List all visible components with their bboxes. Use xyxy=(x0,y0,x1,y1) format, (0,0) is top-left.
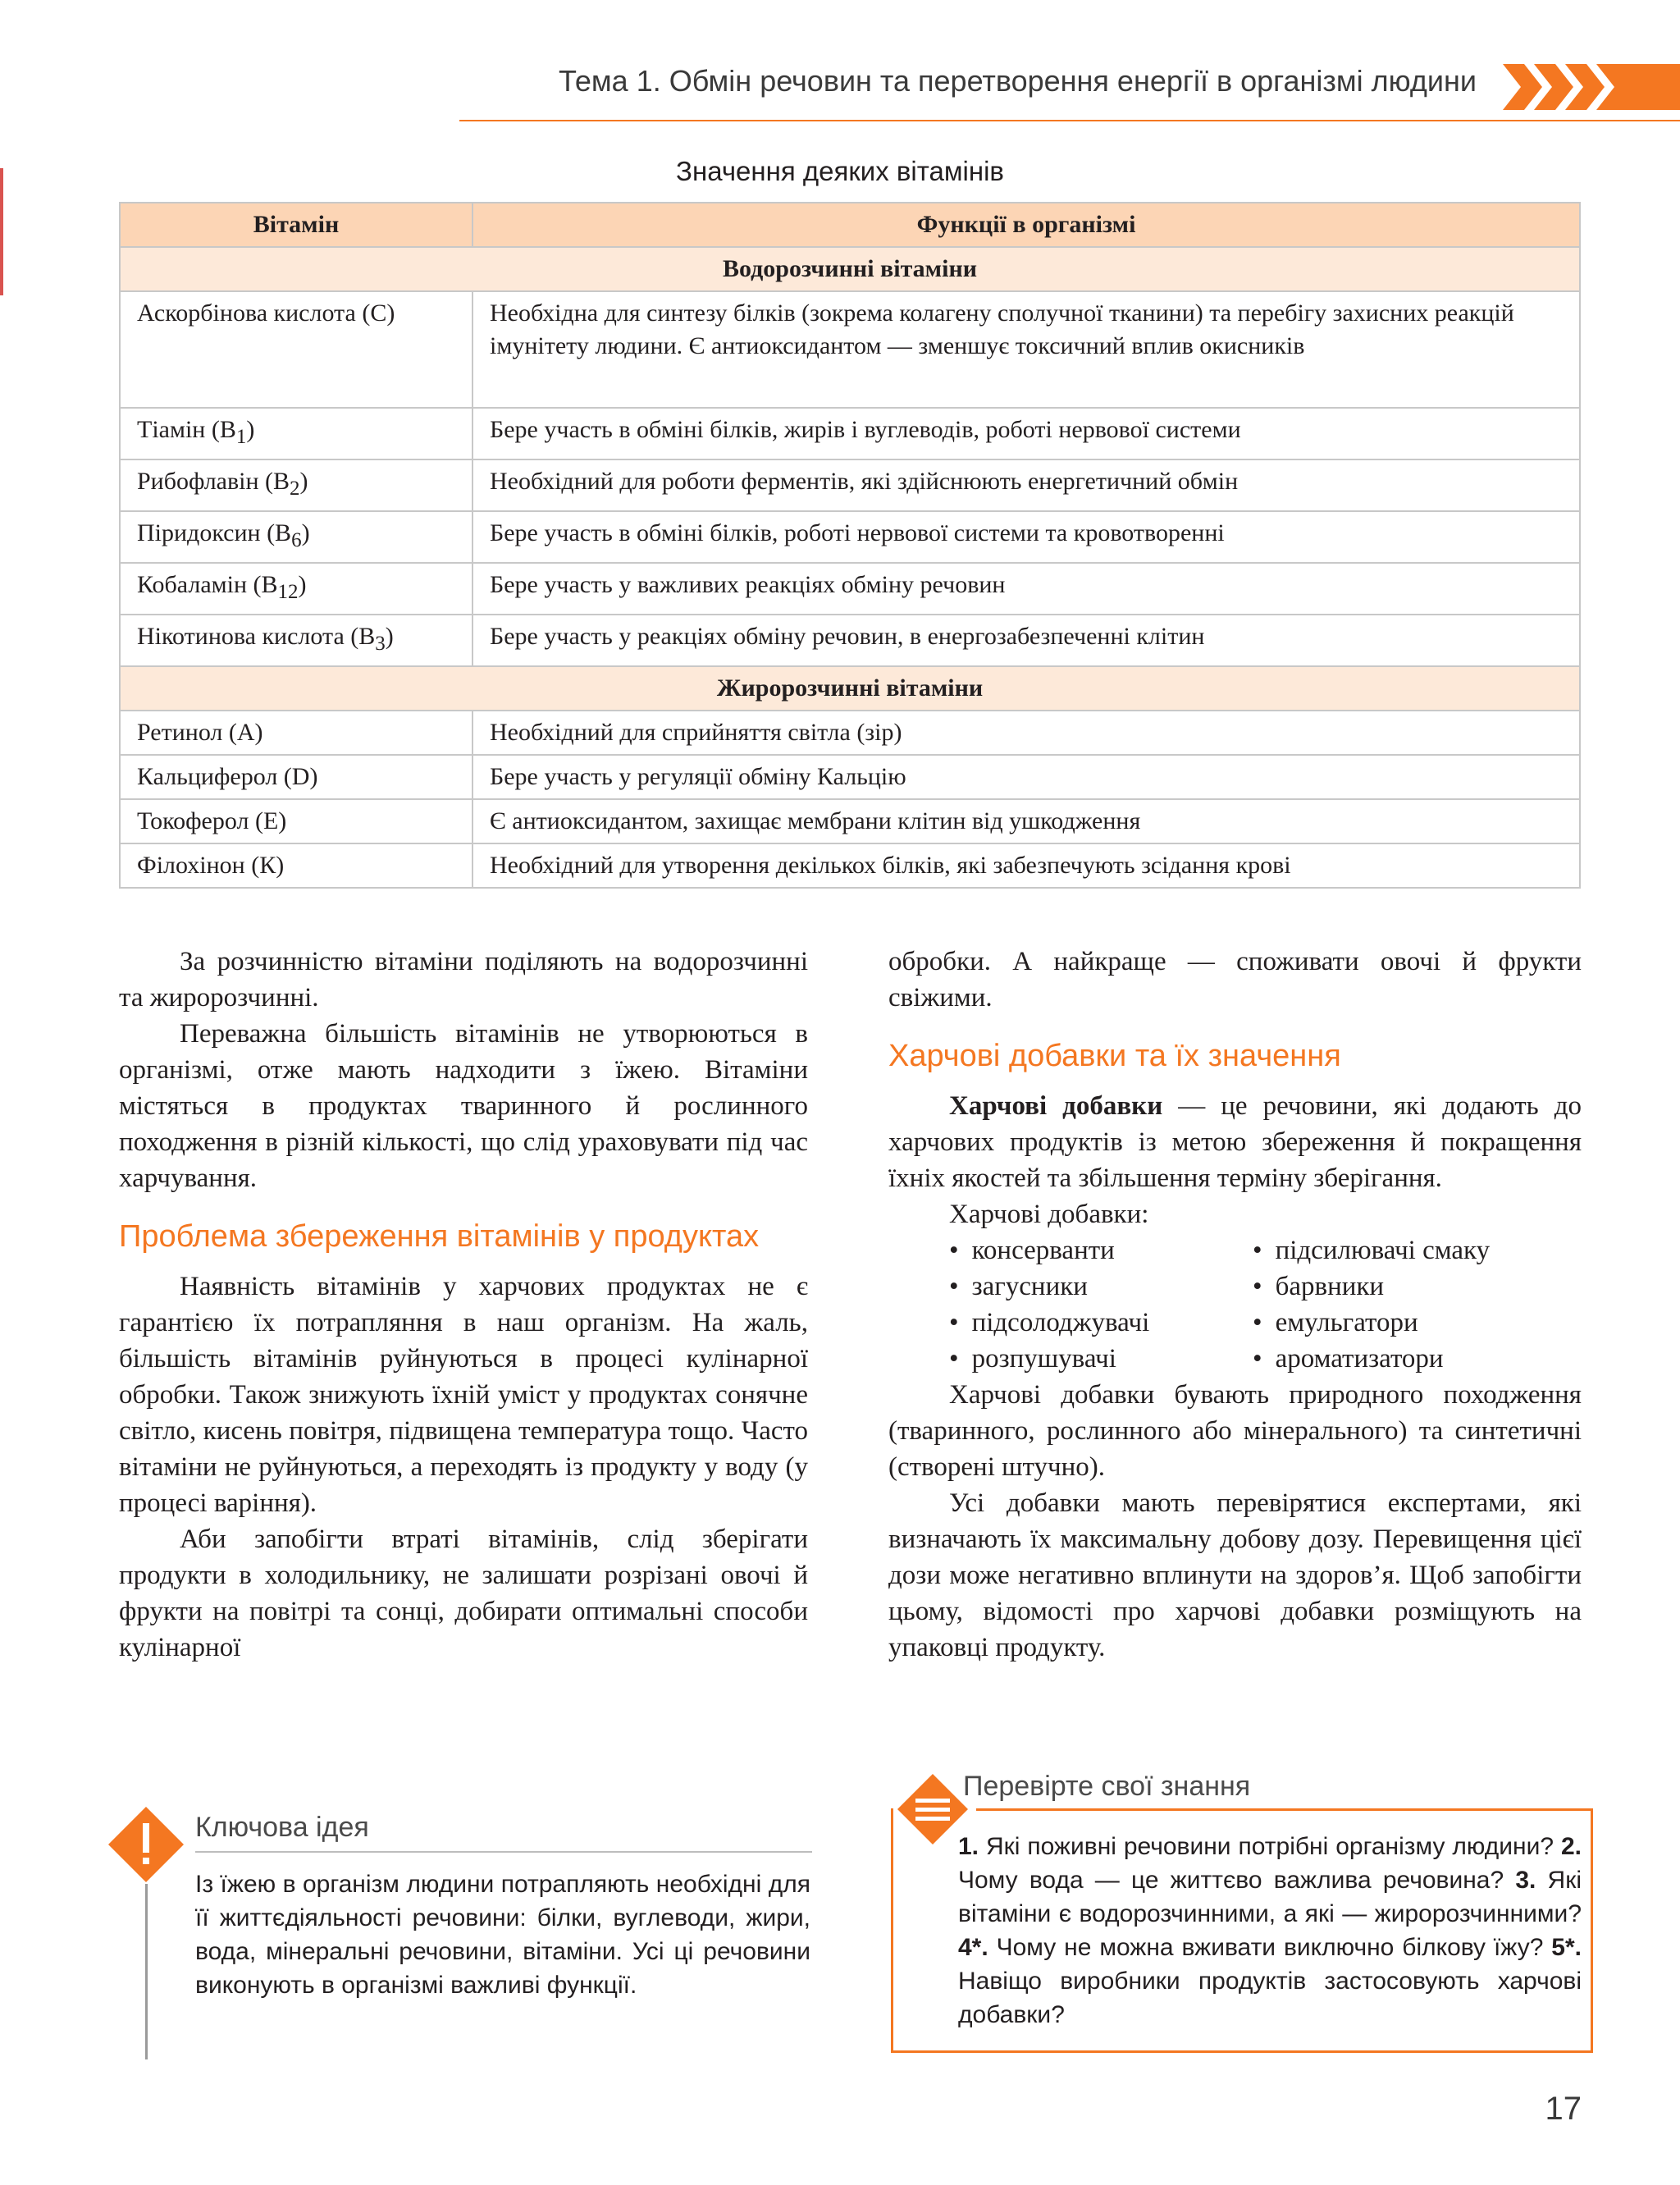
vitamin-function: Необхідний для роботи ферментів, які здійснюють енергетичний обмін xyxy=(472,459,1580,511)
chapter-header-title: Тема 1. Обмін речовин та перетворення енергії в організмі людини xyxy=(558,64,1477,98)
table-row xyxy=(120,711,1580,755)
section-title-water-soluble: Водорозчинні вітаміни xyxy=(120,247,1580,291)
question-text: Чому не можна вживати виключно білкову їжу? xyxy=(988,1934,1552,1961)
key-idea-text: Із їжею в організм людини потрапляють необхідні для її життєдіяльності речовини: білки, вуглеводи, жири, вода, мінеральні речовини, вітаміни. Усі ці речовини виконують в організмі важливі функції. xyxy=(195,1871,810,1999)
vitamin-name: Кальциферол (D) xyxy=(120,755,472,799)
table-row xyxy=(120,563,1580,615)
header-rule xyxy=(459,120,1680,121)
right-text-column xyxy=(888,944,1582,1666)
vitamin-name: Нікотинова кислота $(В_3)$ xyxy=(120,615,472,666)
vitamin-function: Необхідний для сприйняття світла (зір) xyxy=(472,711,1580,755)
check-knowledge-box xyxy=(878,1756,1600,2059)
vitamin-function: Бере участь у важливих реакціях обміну речовин xyxy=(472,563,1580,615)
paragraph: Усі добавки мають перевірятися експертами, які визначають їх максимальну добову дозу. Перевищення цієї дози може негативно вплинути на здоров’я. Щоб запобігти цьому, відомості про харчові добавки розміщують на упаковці продукту. xyxy=(888,1488,1582,1662)
list-item: • емульгатори xyxy=(1253,1308,1418,1337)
table-row xyxy=(120,843,1580,888)
vitamin-function: Бере участь у регуляції обміну Кальцію xyxy=(472,755,1580,799)
table-row xyxy=(120,291,1580,408)
vitamin-name: Токоферол (Е) xyxy=(120,799,472,843)
key-idea-box xyxy=(107,1805,812,2051)
additives-list xyxy=(888,1232,1582,1377)
question-text: Навіщо виробники продуктів застосовують харчові добавки? xyxy=(958,1968,1582,2028)
check-knowledge-rule xyxy=(976,1808,1593,1811)
vitamin-name: Тіамін $(В_1)$ xyxy=(120,408,472,459)
vitamin-function: Бере участь у реакціях обміну речовин, в енергозабезпеченні клітин xyxy=(472,615,1580,666)
question-text: Які поживні речовини потрібні організму людини? xyxy=(979,1833,1561,1860)
vitamins-table xyxy=(119,202,1581,889)
table-header-row xyxy=(120,203,1580,247)
left-text-column xyxy=(119,944,808,1666)
list-item: • консерванти xyxy=(949,1236,1115,1265)
paragraph: Харчові добавки бувають природного походження (тваринного, рослинного або мінерального) та синтетичні (створені штучно). xyxy=(888,1380,1582,1482)
section-heading-food-additives: Харчові добавки та їх значення xyxy=(888,1039,1341,1073)
vitamin-function: Необхідний для утворення декількох білків, які забезпечують зсідання крові xyxy=(472,843,1580,888)
paragraph: обробки. А найкраще — споживати овочі й фрукти свіжими. xyxy=(888,947,1582,1013)
vitamin-name: Аскорбінова кислота (С) xyxy=(120,291,472,408)
check-knowledge-questions xyxy=(958,1830,1582,2032)
column-header-vitamin: Вітамін xyxy=(120,203,472,247)
question-number: 3. xyxy=(1515,1867,1536,1894)
key-idea-divider xyxy=(145,1884,148,2059)
vitamin-name: Піридоксин $(В_6)$ xyxy=(120,511,472,563)
paragraph: Аби запобігти втраті вітамінів, слід зберігати продукти в холодильнику, не залишати розрізані овочі й фрукти на повітрі та сонці, добирати оптимальні способи кулінарної xyxy=(119,1524,808,1662)
list-item: • барвники xyxy=(1253,1272,1385,1301)
vitamin-function: Бере участь в обміні білків, роботі нервової системи та кровотворенні xyxy=(472,511,1580,563)
paragraph: Переважна більшість вітамінів не утворюються в організмі, отже мають надходити з їжею. Вітаміни містяться в продуктах тваринного й рослинного походження в різній кількості, що слід ураховувати під час харчування. xyxy=(119,1019,808,1193)
table-row xyxy=(120,511,1580,563)
paragraph: За розчинністю вітаміни поділяють на водорозчинні та жиророзчинні. xyxy=(119,947,808,1013)
question-text: Чому вода — це життєво важлива речовина? xyxy=(958,1867,1516,1894)
question-number: 2. xyxy=(1560,1833,1582,1860)
table-row xyxy=(120,408,1580,459)
question-text: Які вітаміни є водорозчинними, а які — жиророзчинними? xyxy=(958,1867,1582,1927)
section-title-fat-soluble: Жиророзчинні вітаміни xyxy=(120,666,1580,711)
key-idea-title: Ключова ідея xyxy=(195,1812,369,1843)
paragraph: Харчові добавки — це речовини, які додають до харчових продуктів із метою збереження й покращення їхніх якостей та збільшення терміну зберігання. xyxy=(888,1091,1582,1193)
table-row xyxy=(120,459,1580,511)
key-idea-rule xyxy=(195,1851,812,1853)
chevron-arrows-icon xyxy=(1503,64,1680,110)
vitamin-function: Необхідна для синтезу білків (зокрема колагену сполучної тканини) та перебігу захисних реакцій імунітету людини. Є антиоксидантом — зменшує токсичний вплив окисників xyxy=(472,291,1580,408)
table-caption: Значення деяких вітамінів xyxy=(676,156,1004,186)
table-row xyxy=(120,615,1580,666)
page-number: 17 xyxy=(1545,2091,1582,2127)
list-item: • підсилювачі смаку xyxy=(1253,1236,1491,1265)
vitamin-name: Ретинол (А) xyxy=(120,711,472,755)
question-number: 5*. xyxy=(1551,1934,1582,1961)
section-row xyxy=(120,666,1580,711)
question-number: 4*. xyxy=(958,1934,988,1961)
list-item: • загусники xyxy=(949,1272,1088,1301)
table-row xyxy=(120,799,1580,843)
vitamin-function: Є антиоксидантом, захищає мембрани клітин від ушкодження xyxy=(472,799,1580,843)
list-intro: Харчові добавки: xyxy=(949,1200,1149,1229)
exclamation-diamond-icon xyxy=(107,1805,185,1884)
section-heading-vitamin-preservation: Проблема збереження вітамінів у продуктах xyxy=(119,1219,760,1254)
table-row xyxy=(120,755,1580,799)
list-item: • ароматизатори xyxy=(1253,1344,1444,1374)
vitamin-name: Кобаламін $(В_{12})$ xyxy=(120,563,472,615)
column-header-functions: Функції в організмі xyxy=(472,203,1580,247)
question-number: 1. xyxy=(958,1833,979,1860)
vitamin-name: Філохінон (К) xyxy=(120,843,472,888)
paragraph: Наявність вітамінів у харчових продуктах не є гарантією їх потрапляння в наш організм. На жаль, більшість вітамінів руйнуються в процесі кулінарної обробки. Також знижують їхній уміст у продуктах сонячне світло, кисень повітря, підвищена температура тощо. Часто вітаміни не руйнуються, а переходять із продукту у воду (у процесі варіння). xyxy=(119,1272,808,1518)
list-item: • підсолоджувачі xyxy=(949,1308,1150,1337)
margin-bookmark-strip xyxy=(0,168,3,295)
vitamin-name: Рибофлавін $(В_2)$ xyxy=(120,459,472,511)
bold-term: Харчові добавки xyxy=(949,1091,1163,1121)
vitamin-function: Бере участь в обміні білків, жирів і вуглеводів, роботі нервової системи xyxy=(472,408,1580,459)
section-row xyxy=(120,247,1580,291)
check-knowledge-title: Перевірте свої знання xyxy=(963,1771,1251,1802)
list-item: • розпушувачі xyxy=(949,1344,1116,1374)
